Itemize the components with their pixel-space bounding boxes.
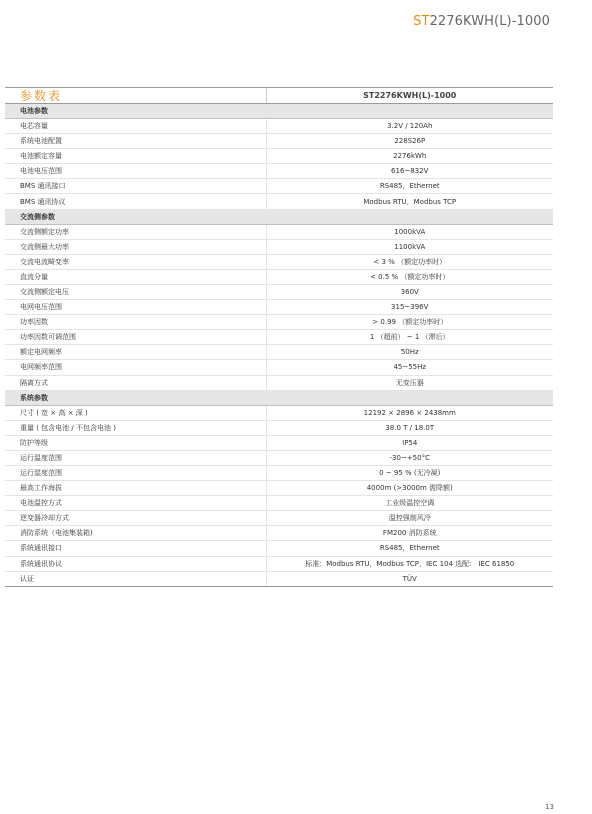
row-value: > 0.99 （额定功率时） — [266, 315, 553, 330]
row-label: 重量 ( 包含电池 / 不包含电池 ) — [5, 420, 266, 435]
row-label: 功率因数 — [5, 315, 266, 330]
table-row — [5, 330, 553, 345]
table-row — [5, 149, 553, 164]
model-suffix: 2276KWH(L)-1000 — [429, 14, 550, 29]
row-label: 尺寸 ( 宽 × 高 × 深 ) — [5, 405, 266, 420]
table-row — [5, 435, 553, 450]
row-label: 电池温控方式 — [5, 496, 266, 511]
row-label: 交流侧额定功率 — [5, 224, 266, 239]
table-row — [5, 164, 553, 179]
table-row — [5, 375, 553, 390]
row-value: 228S26P — [266, 134, 553, 149]
table-row — [5, 496, 553, 511]
table-row — [5, 360, 553, 375]
table-row — [5, 420, 553, 435]
row-label: 隔离方式 — [5, 375, 266, 390]
row-value: 3.2V / 120Ah — [266, 119, 553, 134]
row-value: -30~+50°C — [266, 450, 553, 465]
row-value: 315~396V — [266, 300, 553, 315]
row-value: 38.0 T / 18.0T — [266, 420, 553, 435]
section-title: 系统参数 — [5, 390, 553, 405]
row-label: 运行湿度范围 — [5, 465, 266, 480]
row-label: 交流侧额定电压 — [5, 284, 266, 299]
row-value: RS485，Ethernet — [266, 541, 553, 556]
document-model-header — [413, 14, 550, 29]
table-row — [5, 315, 553, 330]
row-label: 系统电池配置 — [5, 134, 266, 149]
row-label: 电网电压范围 — [5, 300, 266, 315]
table-row — [5, 465, 553, 480]
table-row — [5, 526, 553, 541]
row-value: 12192 × 2896 × 2438mm — [266, 405, 553, 420]
row-label: 电网频率范围 — [5, 360, 266, 375]
page-number: 13 — [545, 803, 554, 811]
row-value: IP54 — [266, 435, 553, 450]
table-row — [5, 254, 553, 269]
table-row — [5, 119, 553, 134]
row-label: 电池额定容量 — [5, 149, 266, 164]
table-title: 参数表 — [5, 88, 266, 104]
table-row — [5, 405, 553, 420]
row-value: 1 （超前） ~ 1 （滞后） — [266, 330, 553, 345]
row-label: 额定电网频率 — [5, 345, 266, 360]
row-label: 交流电流畸变率 — [5, 254, 266, 269]
row-label: 功率因数可调范围 — [5, 330, 266, 345]
table-row — [5, 345, 553, 360]
table-row — [5, 224, 553, 239]
section-header-row — [5, 209, 553, 224]
row-label: 认证 — [5, 571, 266, 586]
row-label: 最高工作海拔 — [5, 481, 266, 496]
row-value: 无变压器 — [266, 375, 553, 390]
row-label: 直流分量 — [5, 269, 266, 284]
table-row — [5, 481, 553, 496]
row-value: 2276kWh — [266, 149, 553, 164]
table-row — [5, 511, 553, 526]
section-title: 交流侧参数 — [5, 209, 553, 224]
table-row — [5, 269, 553, 284]
spec-table — [5, 87, 553, 587]
section-header-row — [5, 390, 553, 405]
row-label: 交流侧最大功率 — [5, 239, 266, 254]
table-header-row — [5, 88, 553, 104]
table-row — [5, 134, 553, 149]
table-row — [5, 239, 553, 254]
row-label: 消防系统（电池集装箱) — [5, 526, 266, 541]
table-row — [5, 571, 553, 586]
row-value: Modbus RTU，Modbus TCP — [266, 194, 553, 209]
row-label: BMS 通讯接口 — [5, 179, 266, 194]
row-label: 系统通讯协议 — [5, 556, 266, 571]
row-value: 工业级温控空调 — [266, 496, 553, 511]
row-value: TÜV — [266, 571, 553, 586]
row-label: 防护等级 — [5, 435, 266, 450]
row-label: 逆变器冷却方式 — [5, 511, 266, 526]
row-value: 50Hz — [266, 345, 553, 360]
row-label: 电池电压范围 — [5, 164, 266, 179]
row-value: < 3 % （额定功率时） — [266, 254, 553, 269]
table-row — [5, 450, 553, 465]
table-row — [5, 179, 553, 194]
row-label: 运行温度范围 — [5, 450, 266, 465]
row-value: 360V — [266, 284, 553, 299]
row-value: 温控强制风冷 — [266, 511, 553, 526]
section-title: 电池参数 — [5, 104, 553, 119]
table-row — [5, 556, 553, 571]
row-value: 45~55Hz — [266, 360, 553, 375]
row-label: 系统通讯接口 — [5, 541, 266, 556]
table-row — [5, 541, 553, 556]
table-row — [5, 284, 553, 299]
row-value: 标准：Modbus RTU，Modbus TCP，IEC 104 选配： IEC 61850 — [266, 556, 553, 571]
table-row — [5, 194, 553, 209]
row-value: 616~832V — [266, 164, 553, 179]
row-value: 4000m (>3000m 需降额) — [266, 481, 553, 496]
spec-table-body — [5, 88, 553, 587]
row-value: RS485，Ethernet — [266, 179, 553, 194]
row-value: 1100kVA — [266, 239, 553, 254]
model-prefix: ST — [413, 14, 430, 29]
table-row — [5, 300, 553, 315]
row-value: FM200 消防系统 — [266, 526, 553, 541]
row-value: < 0.5 % （额定功率时） — [266, 269, 553, 284]
row-value: 1000kVA — [266, 224, 553, 239]
row-label: 电芯容量 — [5, 119, 266, 134]
row-value: 0 ~ 95 % (无冷凝) — [266, 465, 553, 480]
section-header-row — [5, 104, 553, 119]
row-label: BMS 通讯协议 — [5, 194, 266, 209]
table-model: ST2276KWH(L)-1000 — [266, 88, 553, 104]
